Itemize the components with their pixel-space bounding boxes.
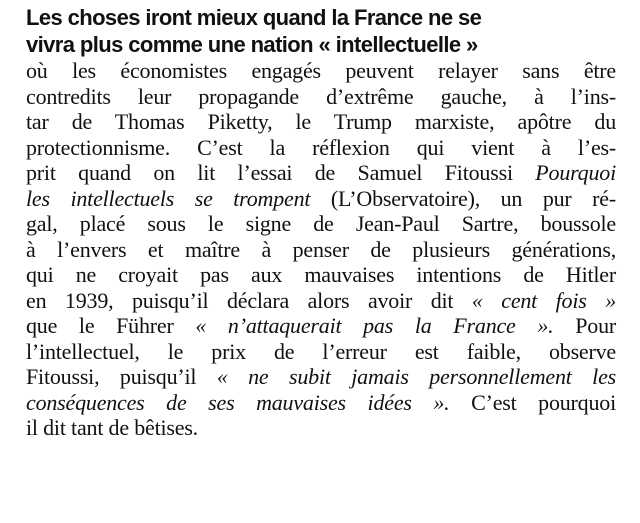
body-line-6 [26,186,616,212]
body-line-10 [26,288,616,314]
body-text: que le Führer [26,313,174,338]
body-text: Pour [575,313,616,338]
body-text: (L’Observatoire), un pur ré- [330,185,616,211]
body-line-14 [26,390,616,416]
body-line-12: l’intellectuel, le prix de l’erreur est faible, observe [26,338,616,364]
body-text: en 1939, puisqu’il déclara alors avoir dit [26,287,454,313]
body-line-1: où les économistes engagés peuvent relayer sans être [26,58,616,83]
body-text: Fitoussi, puisqu’il [26,364,197,389]
body-line-2: contredits leur propagande d’extrême gauche, à l’ins- [26,83,616,109]
quote-mauvaises-idees-2: conséquences de ses mauvaises idées ». [26,389,450,415]
body-line-11 [26,313,616,339]
body-text: C’est pourquoi [471,389,616,415]
body-line-7: gal, placé sous le signe de Jean-Paul Sartre, boussole [26,211,616,236]
book-title-part-1: Pourquoi [535,160,616,185]
body-text: prit quand on lit l’essai de Samuel Fitoussi [26,160,513,185]
body-line-5 [26,160,616,186]
body-line-9: qui ne croyait pas aux mauvaises intentions de Hitler [26,262,616,287]
article-excerpt [26,4,616,441]
book-title-part-2: les intellectuels se trompent [26,185,311,211]
body-line-15: il dit tant de bêtises. [26,415,198,440]
body-line-8: à l’envers et maître à penser de plusieurs générations, [26,236,616,262]
quote-fuhrer: « n’attaquerait pas la France ». [195,313,554,338]
headline-line-1: Les choses iront mieux quand la France ne se [26,5,482,30]
quote-cent-fois: « cent fois » [471,287,616,313]
body-line-4: protectionnisme. C’est la réflexion qui vient à l’es- [26,134,616,160]
body-line-3: tar de Thomas Piketty, le Trump marxiste, apôtre du [26,109,616,134]
body-line-13 [26,364,616,390]
quote-mauvaises-idees-1: « ne subit jamais personnellement les [216,364,616,389]
headline-line-2: vivra plus comme une nation « intellectuelle » [26,32,478,57]
